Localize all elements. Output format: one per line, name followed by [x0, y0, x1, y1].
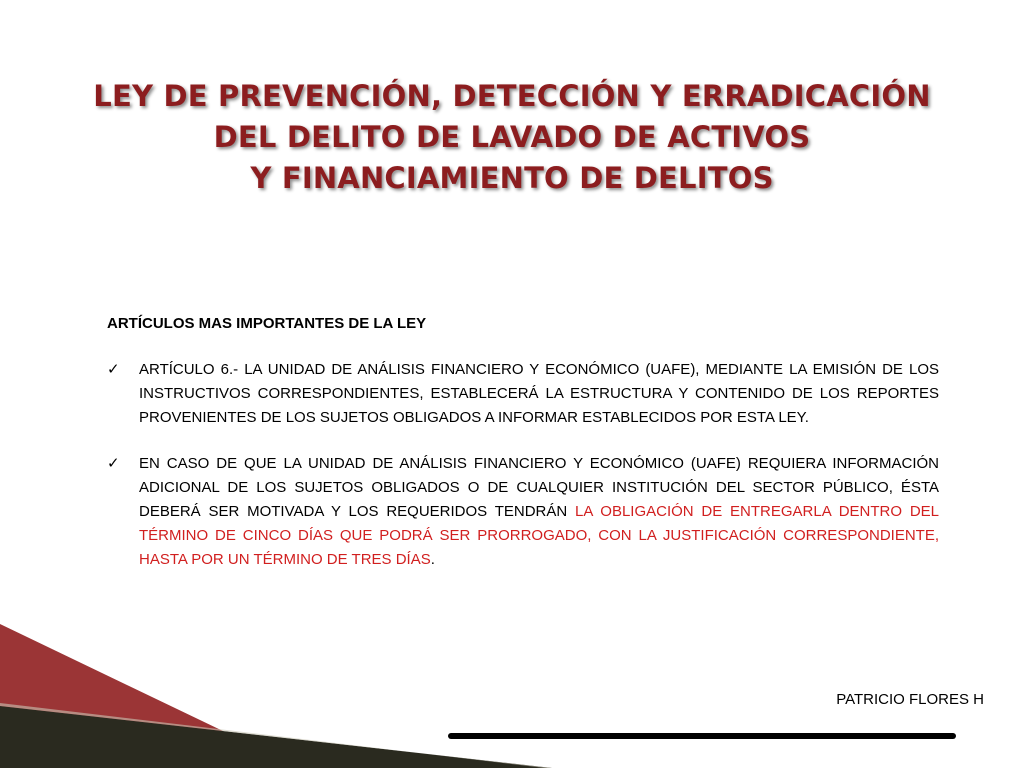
title-line-1: LEY DE PREVENCIÓN, DETECCIÓN Y ERRADICACIÓN	[93, 79, 931, 113]
slide-title	[0, 76, 1024, 199]
bullet-text: ARTÍCULO 6.- LA UNIDAD DE ANÁLISIS FINANCIERO Y ECONÓMICO (UAFE), MEDIANTE LA EMISIÓN DE LOS INSTRUCTIVOS CORRESPONDIENTES, ESTABLECERÁ LA ESTRUCTURA Y CONTENIDO DE LOS REPORTES PROVENIENTES DE LOS SUJETOS OBLIGADOS A INFORMAR ESTABLECIDOS POR ESTA LEY.	[139, 361, 939, 426]
bullet-text: EN CASO DE QUE LA UNIDAD DE ANÁLISIS FINANCIERO Y ECONÓMICO (UAFE) REQUIERA INFORMACIÓN ADICIONAL DE LOS SUJETOS OBLIGADOS O DE CUALQUIER INSTITUCIÓN DEL SECTOR PÚBLICO, ÉSTA DEBERÁ SER MOTIVADA Y LOS REQUERIDOS TENDRÁN	[139, 455, 939, 520]
checkmark-icon: ✓	[107, 361, 120, 378]
title-line-3: Y FINANCIAMIENTO DE DELITOS	[250, 161, 774, 195]
highlighted-text: LA OBLIGACIÓN DE ENTREGARLA DENTRO DEL TÉRMINO DE CINCO DÍAS QUE PODRÁ SER PRORROGADO, CON LA JUSTIFICACIÓN CORRESPONDIENTE, HASTA POR UN TÉRMINO DE TRES DÍAS	[139, 503, 939, 568]
checkmark-icon: ✓	[107, 455, 120, 472]
bullet-list	[107, 358, 939, 572]
author-name: PATRICIO FLORES H	[836, 691, 984, 708]
slide-content	[107, 312, 939, 594]
bullet-text-end: .	[430, 551, 435, 568]
section-heading: ARTÍCULOS MAS IMPORTANTES DE LA LEY	[107, 315, 427, 332]
title-line-2: DEL DELITO DE LAVADO DE ACTIVOS	[213, 120, 811, 154]
bullet-item	[107, 452, 939, 572]
bullet-item	[107, 358, 939, 430]
footer-rule	[448, 733, 956, 739]
